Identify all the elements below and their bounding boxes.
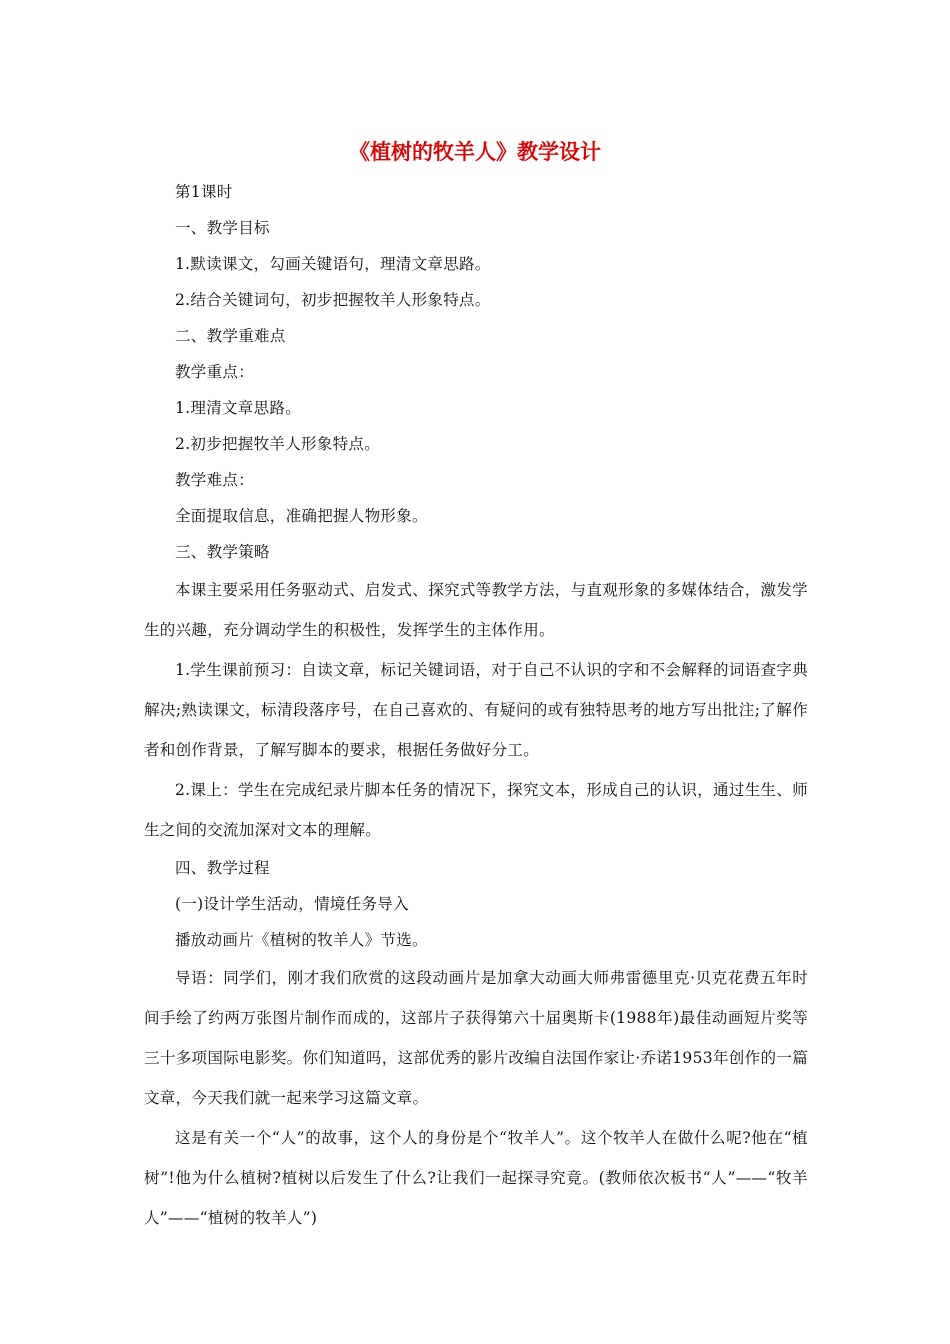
story-paragraph: 这是有关一个“人”的故事，这个人的身份是个“牧羊人”。这个牧羊人在做什么呢?他在“植树”!他为什么植树?植树以后发生了什么?让我们一起探寻究竟。(教师依次板书“人”——“牧羊人”——“植树的牧羊人”) — [144, 1129, 808, 1227]
section-heading-objectives: 一、教学目标 — [175, 219, 270, 237]
key-point-item: 2.初步把握牧羊人形象特点。 — [175, 435, 380, 453]
section-heading-strategy: 三、教学策略 — [175, 543, 270, 561]
strategy-class-paragraph: 2.课上：学生在完成纪录片脚本任务的情况下，探究文本，形成自己的认识，通过生生、师生之间的交流加深对文本的理解。 — [144, 781, 808, 839]
section-heading-key-points: 二、教学重难点 — [175, 327, 286, 345]
document-body — [144, 174, 808, 1238]
objective-item: 1.默读课文，勾画关键语句，理清文章思路。 — [175, 255, 491, 273]
key-point-item: 1.理清文章思路。 — [175, 399, 301, 417]
subheading-key-points: 教学重点： — [175, 363, 255, 381]
lesson-period: 第1课时 — [175, 183, 233, 201]
objective-item: 2.结合关键词句，初步把握牧羊人形象特点。 — [175, 291, 491, 309]
strategy-preview-paragraph: 1.学生课前预习：自读文章，标记关键词语，对于自己不认识的字和不会解释的词语查字典解决;熟读课文，标清段落序号，在自己喜欢的、有疑问的或有独特思考的地方写出批注;了解作者和创作背景，了解写脚本的要求，根据任务做好分工。 — [144, 661, 808, 759]
process-step-heading: (一)设计学生活动，情境任务导入 — [175, 895, 409, 913]
difficulty-item: 全面提取信息，准确把握人物形象。 — [175, 507, 428, 525]
subheading-difficulties: 教学难点： — [175, 471, 255, 489]
document-title: 《植树的牧羊人》教学设计 — [349, 140, 601, 164]
process-activity: 播放动画片《植树的牧羊人》节选。 — [175, 931, 428, 949]
introduction-paragraph: 导语：同学们，刚才我们欣赏的这段动画片是加拿大动画大师弗雷德里克·贝克花费五年时间手绘了约两万张图片制作而成的，这部片子获得第六十届奥斯卡(1988年)最佳动画短片奖等三十多项国际电影奖。你们知道吗，这部优秀的影片改编自法国作家让·乔诺1953年创作的一篇文章，今天我们就一起来学习这篇文章。 — [144, 969, 808, 1107]
section-heading-process: 四、教学过程 — [175, 859, 270, 877]
strategy-paragraph: 本课主要采用任务驱动式、启发式、探究式等教学方法，与直观形象的多媒体结合，激发学生的兴趣，充分调动学生的积极性，发挥学生的主体作用。 — [144, 581, 808, 639]
